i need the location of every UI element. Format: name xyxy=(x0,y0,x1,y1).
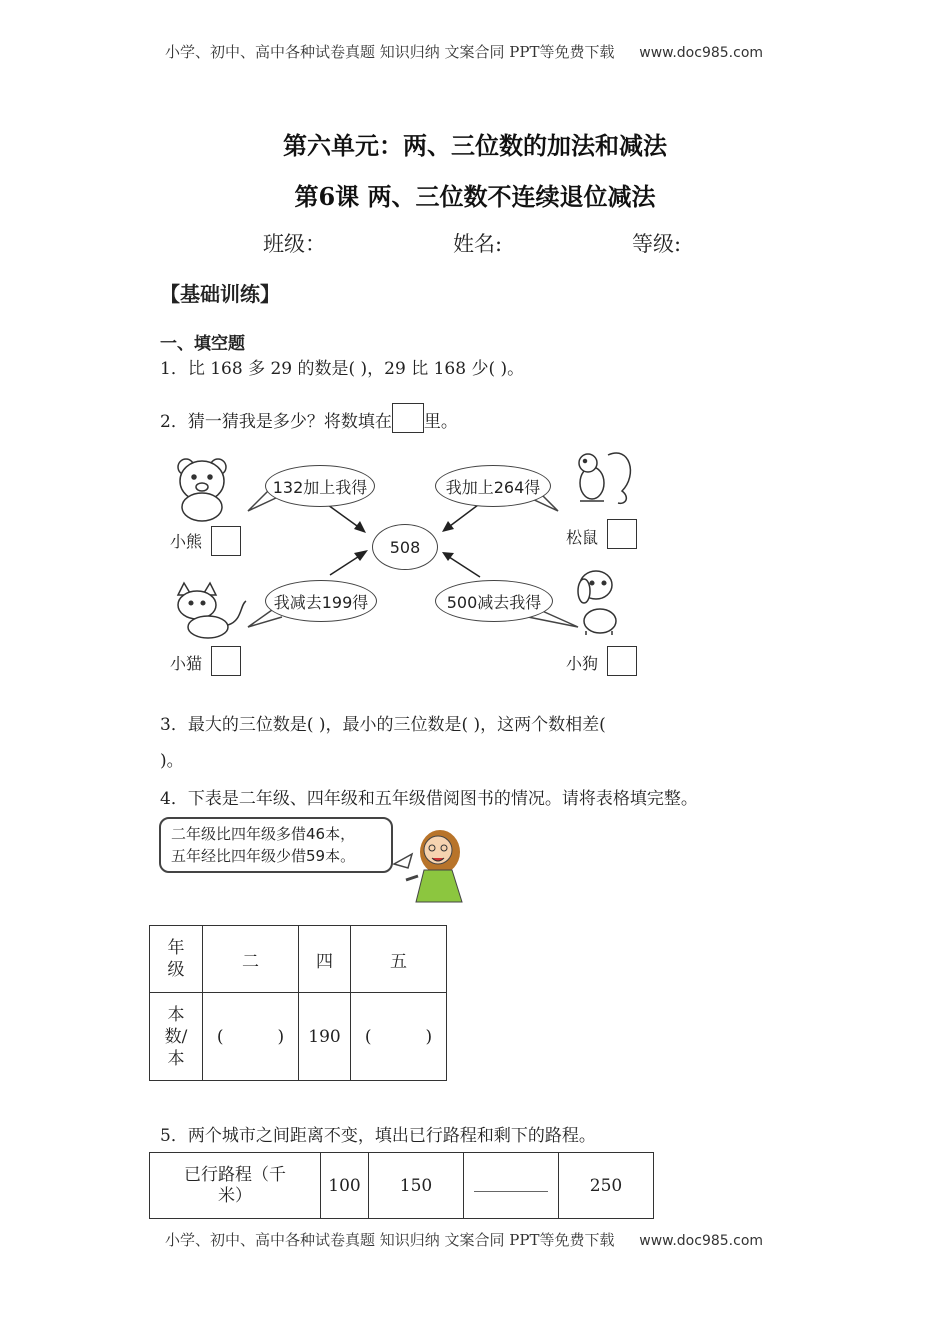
label-dog: 小狗 xyxy=(566,654,599,673)
t4-label-nian: 年 xyxy=(167,938,185,958)
t5-value-2: 150 xyxy=(369,1153,464,1219)
bear-icon xyxy=(178,459,226,521)
t5-blank-cell[interactable] xyxy=(464,1153,559,1219)
t5-value-4: 250 xyxy=(559,1153,654,1219)
answer-box-dog[interactable] xyxy=(607,646,637,676)
q4-speech-bubble xyxy=(159,817,393,873)
t4-grade-5: 五 xyxy=(351,926,447,993)
t4-grade-2: 二 xyxy=(203,926,299,993)
bubble-cat: 我减去199得 xyxy=(265,580,377,622)
question-2 xyxy=(160,403,458,433)
t4-answer-grade-5[interactable]: ( ) xyxy=(351,993,447,1081)
t4-label-ji: 级 xyxy=(167,960,185,980)
label-bear: 小熊 xyxy=(170,532,203,551)
dog-icon xyxy=(578,571,616,635)
answer-box-squirrel[interactable] xyxy=(607,519,637,549)
answer-box-bear[interactable] xyxy=(211,526,241,556)
class-label: 班级： xyxy=(263,232,326,256)
t4-row1-label xyxy=(150,926,203,993)
lesson-title: 第6课 两、三位数不连续退位减法 xyxy=(294,182,656,211)
girl-icon xyxy=(388,820,478,910)
t4-grade-4: 四 xyxy=(299,926,351,993)
grade-label: 等级: xyxy=(632,232,682,256)
table-distance xyxy=(149,1152,654,1219)
bubble-dog: 500减去我得 xyxy=(435,580,553,622)
question-3-line2: )。 xyxy=(160,751,184,771)
t4-label-shu: 数/ xyxy=(164,1026,188,1047)
q2-inline-box xyxy=(392,403,424,433)
arrow-head-3 xyxy=(354,550,368,561)
question-3-line1: 3．最大的三位数是( )，最小的三位数是( )，这两个数相差( xyxy=(160,715,606,735)
cat-icon xyxy=(178,583,246,638)
speech-line-2: 五年经比四年级少借59本。 xyxy=(171,847,356,865)
label-cat: 小猫 xyxy=(170,654,203,673)
header-url[interactable]: www.doc985.com xyxy=(639,45,764,61)
unit-title: 第六单元：两、三位数的加法和减法 xyxy=(283,131,667,160)
question-1: 1．比 168 多 29 的数是( )，29 比 168 少( )。 xyxy=(160,359,525,379)
center-number: 508 xyxy=(372,524,438,570)
t5-blank-line xyxy=(474,1191,548,1192)
t4-answer-grade-2[interactable]: ( ) xyxy=(203,993,299,1081)
header-text: 小学、初中、高中各种试卷真题 知识归纳 文案合同 PPT等免费下载 xyxy=(165,43,615,61)
bubble-squirrel: 我加上264得 xyxy=(435,465,551,507)
arrow-head-2 xyxy=(442,521,454,532)
section-heading: 【基础训练】 xyxy=(160,282,280,306)
q2-text-after: 里。 xyxy=(423,412,458,432)
part-heading: 一、填空题 xyxy=(160,334,245,354)
t5-value-1: 100 xyxy=(321,1153,369,1219)
t4-label-ben: 本 xyxy=(167,1004,185,1025)
t4-label-ben2: 本 xyxy=(167,1048,185,1069)
question-5: 5．两个城市之间距离不变，填出已行路程和剩下的路程。 xyxy=(160,1126,596,1146)
squirrel-icon xyxy=(579,453,630,503)
t4-value-grade-4: 190 xyxy=(299,993,351,1081)
arrow-head-1 xyxy=(354,521,366,533)
t5-label-line1: 已行路程（千 xyxy=(184,1164,286,1185)
table-borrowing xyxy=(149,925,447,1081)
bubble-bear: 132加上我得 xyxy=(265,465,375,507)
footer-url[interactable]: www.doc985.com xyxy=(639,1233,764,1249)
t5-label-line2: 米） xyxy=(218,1185,252,1206)
question-4: 4．下表是二年级、四年级和五年级借阅图书的情况。请将表格填完整。 xyxy=(160,789,698,809)
label-squirrel: 松鼠 xyxy=(566,528,599,547)
footer-text: 小学、初中、高中各种试卷真题 知识归纳 文案合同 PPT等免费下载 xyxy=(165,1231,615,1249)
page-header xyxy=(165,41,763,62)
page-footer xyxy=(165,1229,763,1250)
t4-row2-label xyxy=(150,993,203,1081)
guess-diagram xyxy=(160,445,660,685)
answer-box-cat[interactable] xyxy=(211,646,241,676)
q2-text-before: 2．猜一猜我是多少？将数填在 xyxy=(160,412,392,432)
speech-line-1: 二年级比四年级多借46本， xyxy=(171,825,356,843)
t5-label xyxy=(150,1153,321,1219)
name-label: 姓名: xyxy=(453,232,503,256)
